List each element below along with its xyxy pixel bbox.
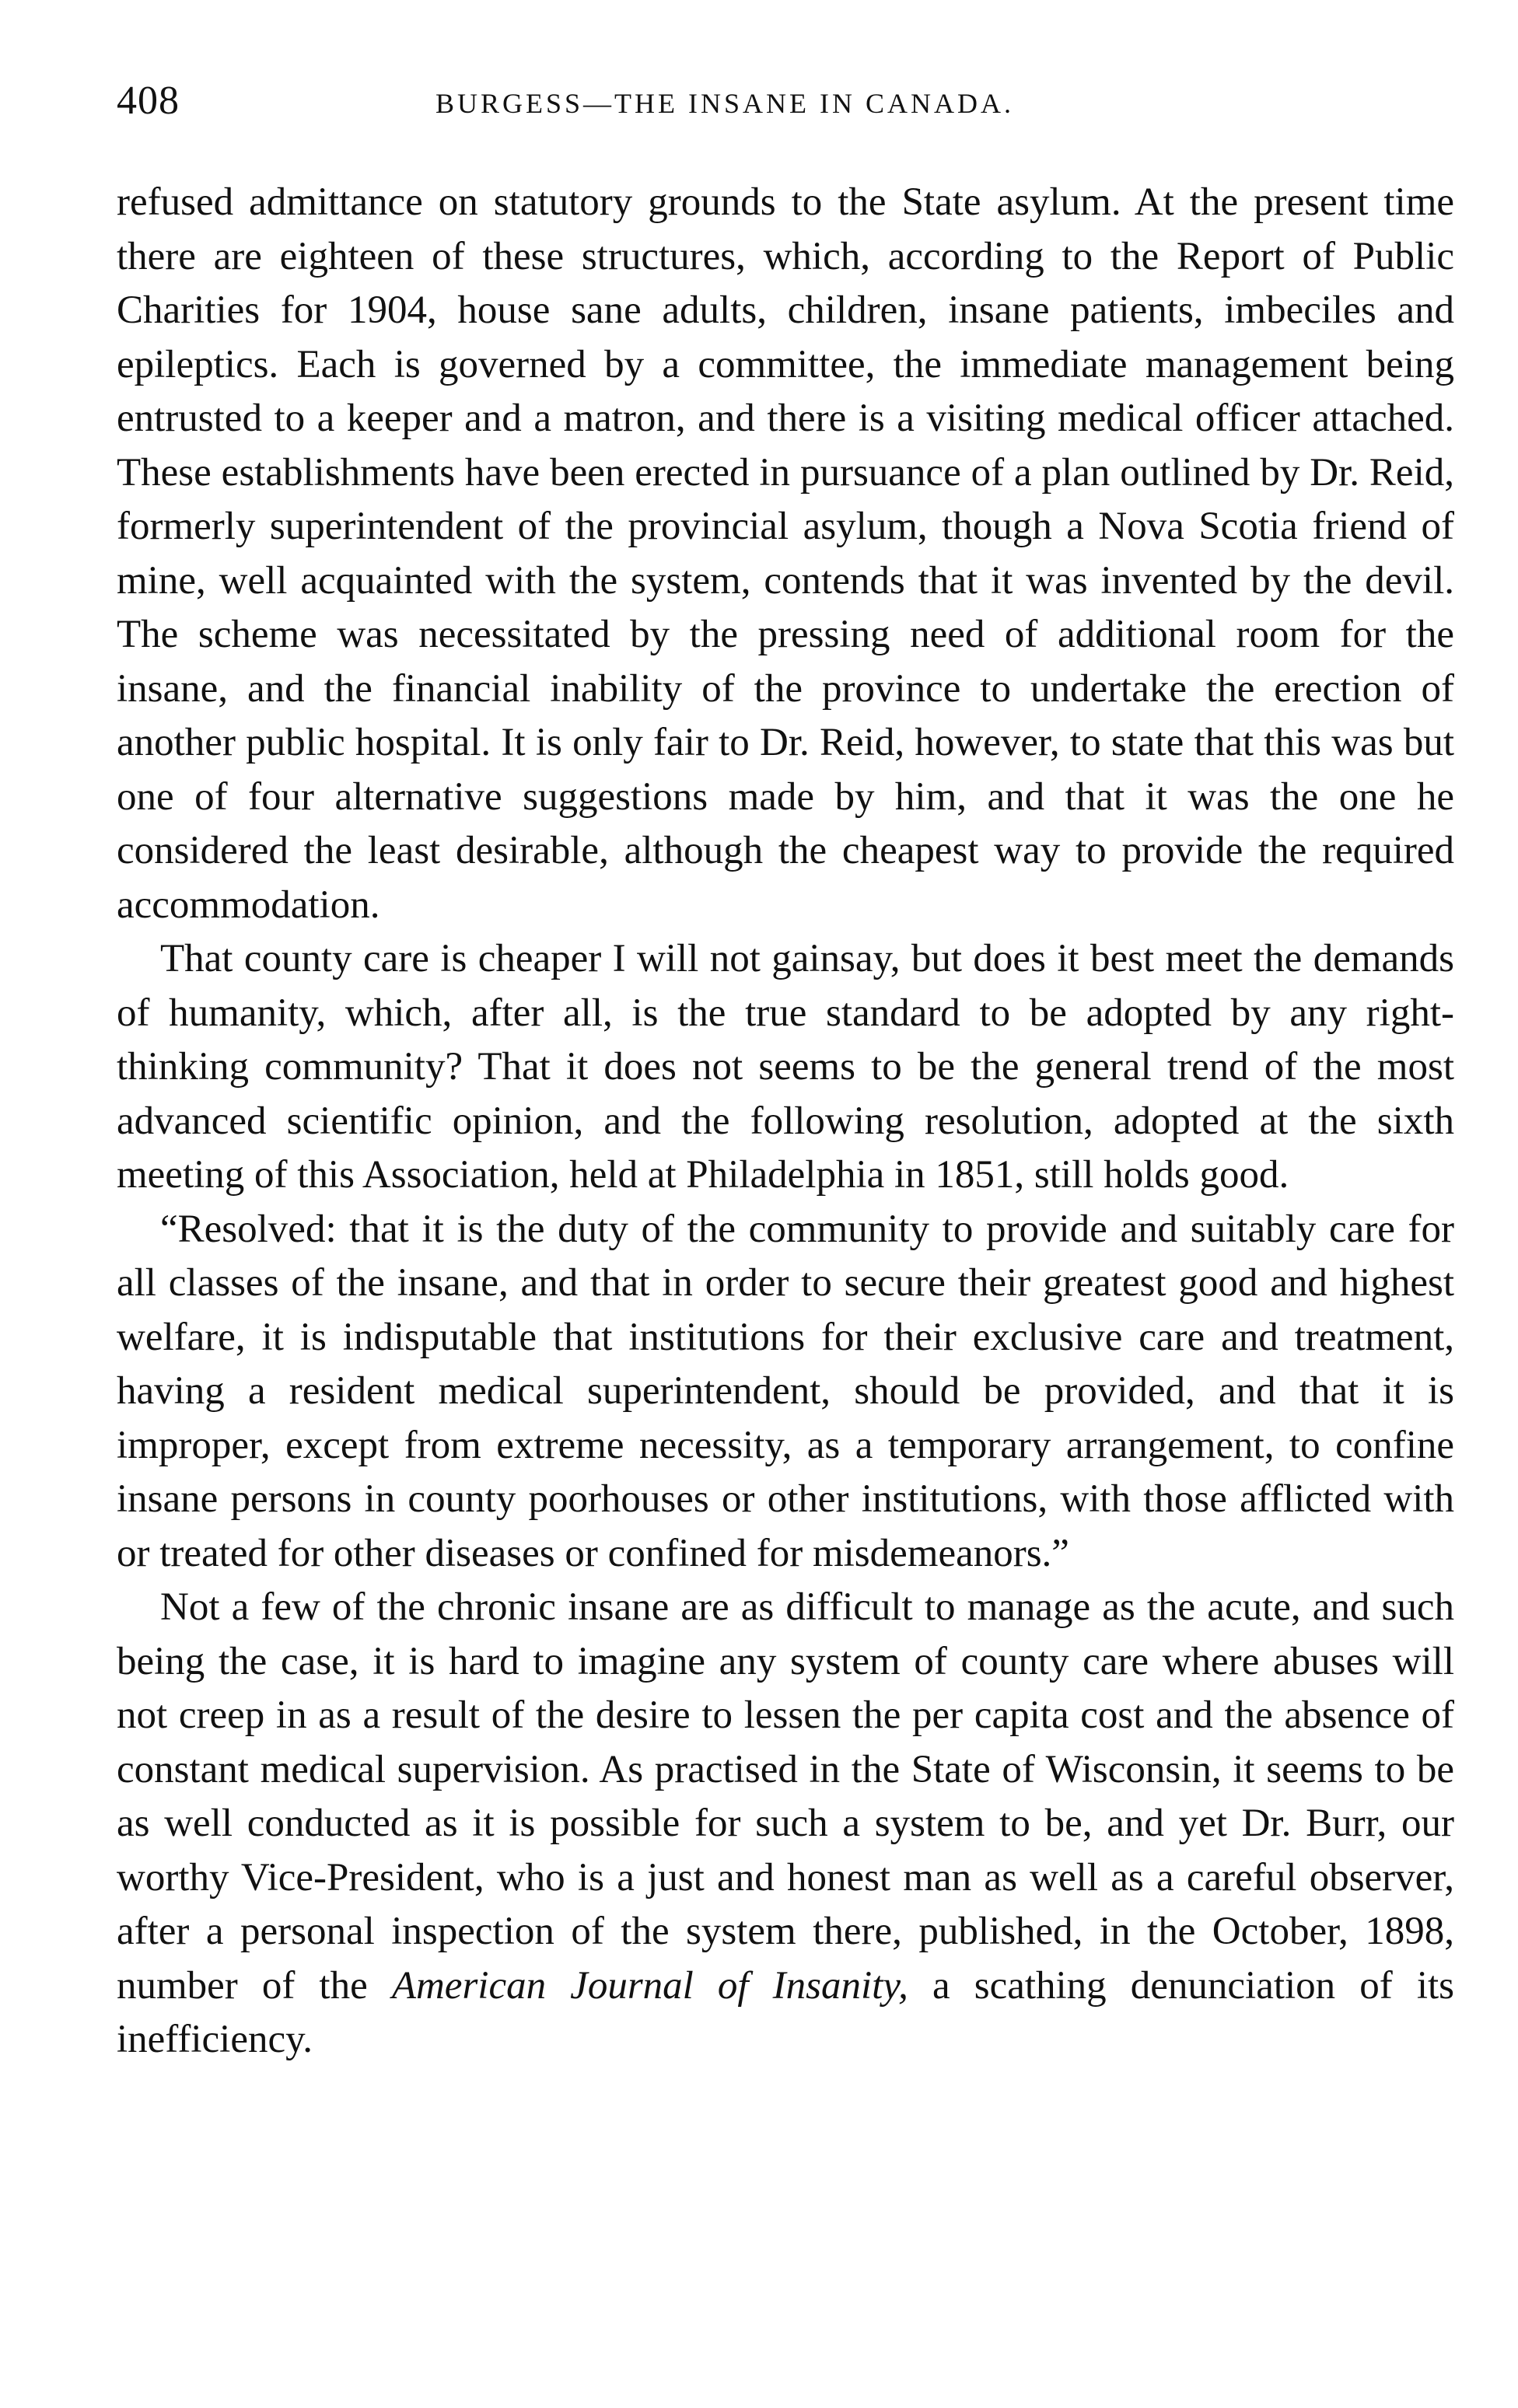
- page-number: 408: [117, 79, 180, 123]
- running-title: BURGESS—THE INSANE IN CANADA.: [435, 88, 1015, 119]
- body-text: [117, 176, 1454, 2067]
- paragraph-resolution-quote: “Resolved: that it is the duty of the community to provide and suitably care for all classes of the insane, and that in order to secure their greatest good and highest welfare, it is indisputable that institutions for their exclusive care and treatment, having a resident medical superintendent, should be provided, and that it is improper, except from extreme necessity, as a temporary arrangement, to confine insane persons in county poorhouses or other institutions, with those afflicted with or treated for other diseases or confined for misdemeanors.”: [117, 1207, 1454, 1575]
- running-head: [117, 78, 1454, 140]
- paragraph-text-before-italic: Not a few of the chronic insane are as difficult to manage as the acute, and such being the case, it is hard to imagine any system of county care where abuses will not creep in as a result of the desire to lessen the per capita cost and the absence of constant medical supervision. As practised in the State of Wisconsin, it seems to be as well conducted as it is possible for such a system to be, and yet Dr. Burr, our worthy Vice-President, who is a just and honest man as well as a careful observer, after a personal inspection of the system there, published, in the October, 1898, number of the: [117, 1585, 1454, 2008]
- paragraph-county-care: That county care is cheaper I will not gainsay, but does it best meet the demands of humanity, which, after all, is the true standard to be adopted by any right-thinking community? That it does not seems to be the general trend of the most advanced scientific opinion, and the following resolution, adopted at the sixth meeting of this Association, held at Philadelphia in 1851, still holds good.: [117, 937, 1454, 1197]
- paragraph-chronic-insane: [117, 1581, 1454, 2067]
- paragraph-continued: refused admittance on statutory grounds to the State asylum. At the present time there are eighteen of these structures, which, according to the Report of Public Charities for 1904, house sane adults, children, insane patients, imbeciles and epileptics. Each is governed by a committee, the immediate management being entrusted to a keeper and a matron, and there is a visiting medical officer attached. These establishments have been erected in pursuance of a plan outlined by Dr. Reid, formerly superintendent of the provincial asylum, though a Nova Scotia friend of mine, well acquainted with the system, contends that it was invented by the devil. The scheme was necessitated by the pressing need of additional room for the insane, and the financial inability of the province to undertake the erection of another public hospital. It is only fair to Dr. Reid, however, to state that this was but one of four alternative suggestions made by him, and that it was the one he considered the least desirable, although the cheapest way to provide the required accommodation.: [117, 180, 1454, 927]
- document-page: [117, 78, 1454, 2348]
- journal-title-italic: American Journal of Insanity,: [391, 1963, 908, 2008]
- paragraph-text-after-italic: a scathing denunciation of its inefficiency.: [117, 1963, 1455, 2061]
